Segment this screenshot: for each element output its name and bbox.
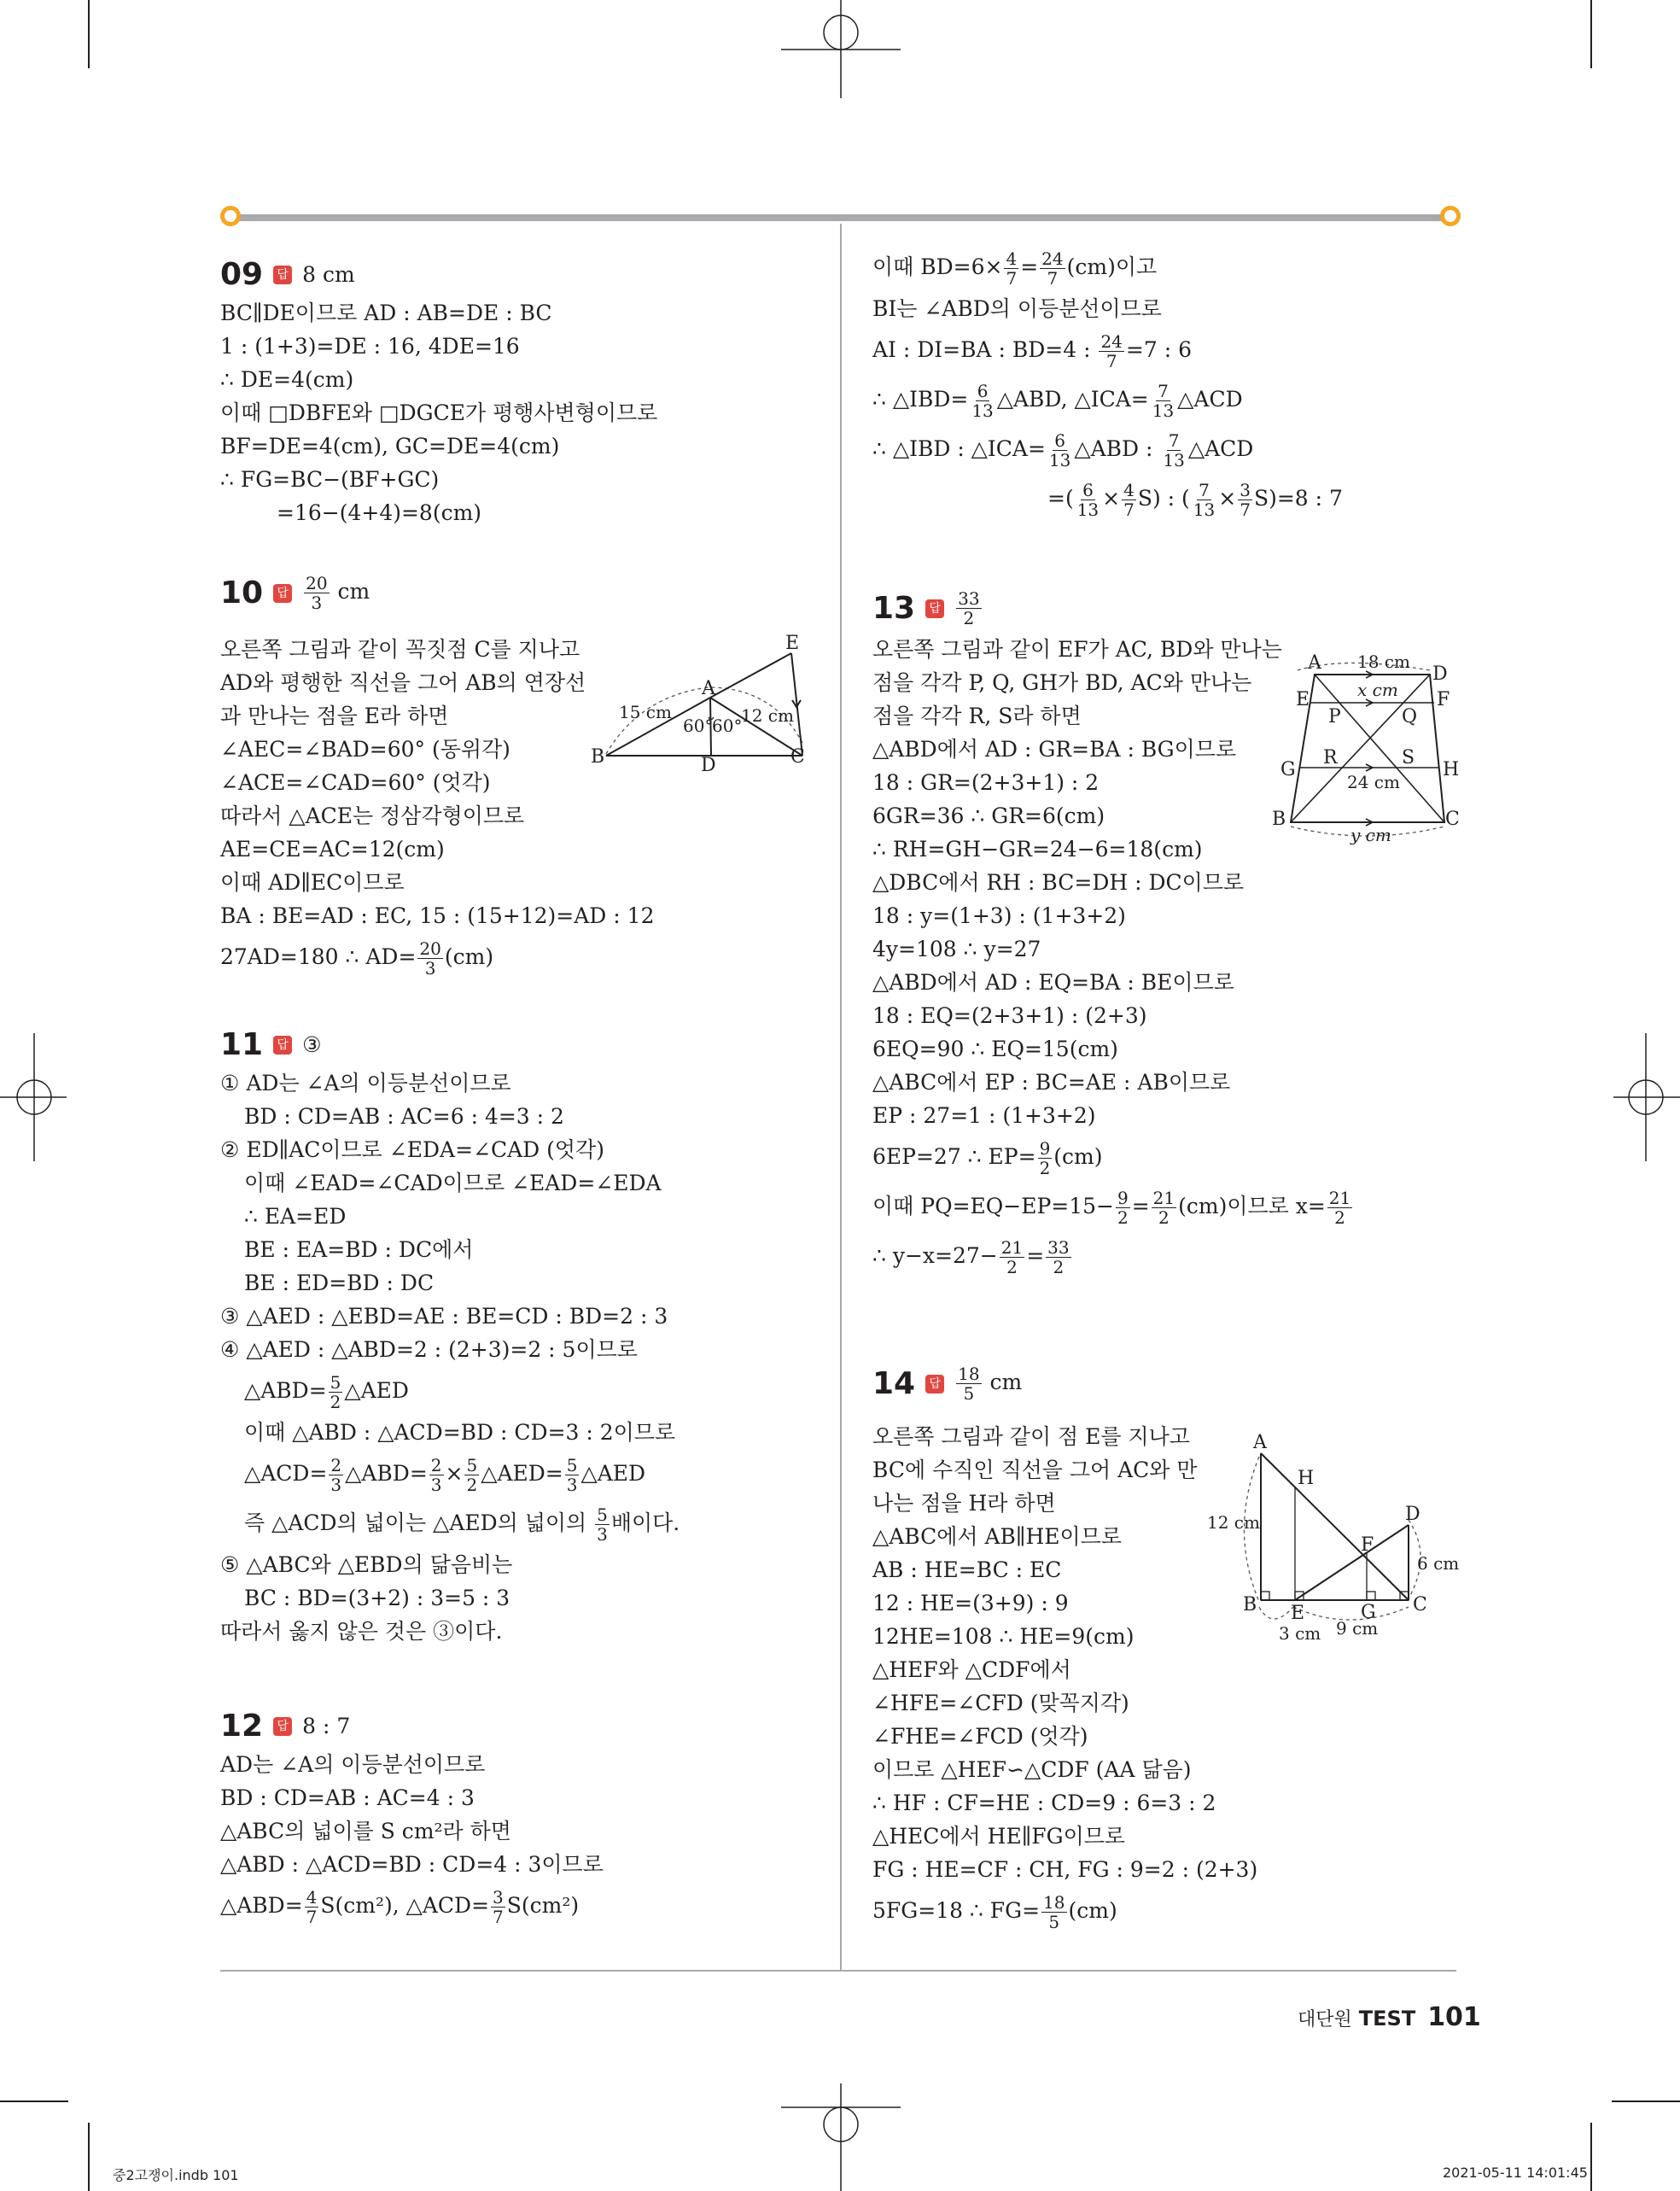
answer-badge: 답: [273, 584, 292, 603]
length-ec: 9 cm: [1336, 1618, 1379, 1639]
label-H: H: [1298, 1468, 1315, 1489]
figure-q14: [1204, 1428, 1460, 1646]
label-H: H: [1443, 759, 1460, 780]
solution-line: △ABD에서 AD : EQ=BA : BE이므로: [872, 970, 1234, 995]
length-be: 3 cm: [1279, 1623, 1321, 1644]
solution-line: 18 : GR=(2+3+1) : 2: [872, 770, 1100, 795]
answer-badge: 답: [925, 599, 944, 618]
solution-line: AI : DI=BA : BD=4 : $\frac{24}{7}$ =7 : 6: [872, 331, 1192, 371]
length-y: y cm: [1350, 825, 1391, 845]
solution-line: BI는 ∠ABD의 이등분선이므로: [872, 296, 1162, 321]
solution-line: 18 : EQ=(2+3+1) : (2+3): [872, 1003, 1147, 1028]
length-ab: 15 cm: [619, 702, 672, 722]
registration-mark: [1612, 1025, 1680, 1170]
label-E: E: [1291, 1603, 1305, 1624]
registration-mark: [773, 0, 909, 102]
solution-line: BD : CD=AB : AC=6 : 4=3 : 2: [244, 1104, 564, 1129]
solution-line: 오른쪽 그림과 같이 점 E를 지나고: [872, 1424, 1190, 1449]
solution-line: △ABD= $\frac{5}{2}$ △AED: [244, 1372, 409, 1412]
problem-number: 14: [872, 1366, 916, 1401]
solution-line: ∠FHE=∠FCD (엇각): [872, 1724, 1088, 1749]
solution-line: 오른쪽 그림과 같이 꼭짓점 C를 지나고: [220, 637, 580, 662]
solution-line: △ABD= $\frac{4}{7}$ S(cm²), △ACD= $\frac{3}{7}$ S(cm²): [220, 1887, 580, 1927]
label-G: G: [1361, 1602, 1376, 1623]
solution-line: EP : 27=1 : (1+3+2): [872, 1103, 1096, 1128]
label-D: D: [1432, 663, 1448, 685]
answer: $\frac{18}{5}$ cm: [958, 1364, 1023, 1404]
solution-line: ④ △AED : △ABD=2 : (2+3)=2 : 5이므로: [220, 1337, 638, 1362]
solution-line: ∠ACE=∠CAD=60° (엇각): [220, 770, 491, 795]
length-ac: 12 cm: [741, 705, 794, 726]
answer: 8 cm: [302, 262, 355, 287]
answer-badge: 답: [273, 1036, 292, 1055]
solution-line: 이때 PQ=EQ−EP=15− $\frac{9}{2}$ = $\frac{21}{2}$ (cm)이므로 x= $\frac{21}{2}$: [872, 1188, 1351, 1228]
registration-mark: [0, 1025, 68, 1170]
solution-line: BE : EA=BD : DC에서: [244, 1237, 474, 1262]
label-A: A: [1253, 1432, 1267, 1453]
solution-line: BD : CD=AB : AC=4 : 3: [220, 1785, 475, 1810]
crop-mark: [88, 0, 90, 68]
solution-line: BC∥DE이므로 AD : AB=DE : BC: [220, 301, 552, 325]
problem-number: 13: [872, 591, 916, 626]
solution-line: ∴ HF : CF=HE : CD=9 : 6=3 : 2: [872, 1791, 1216, 1815]
solution-line: △ACD= $\frac{2}{3}$ △ABD= $\frac{2}{3}$ × $\frac{5}{2}$ △AED= $\frac{5}{3}$ △AED: [244, 1455, 646, 1495]
solution-line: 점을 각각 P, Q, GH가 BD, AC와 만나는: [872, 670, 1252, 695]
problem-header: [220, 1028, 818, 1061]
crop-mark: [1590, 2123, 1592, 2191]
footer-label: 대단원: [1298, 2009, 1352, 2030]
label-C: C: [1413, 1594, 1427, 1615]
solution-line: ① AD는 ∠A의 이등분선이므로: [220, 1071, 511, 1096]
label-G: G: [1280, 759, 1296, 780]
solution-line: △ABD에서 AD : GR=BA : BG이므로: [872, 737, 1237, 762]
solution-line: 5FG=18 ∴ FG= $\frac{18}{5}$ (cm): [872, 1892, 1117, 1932]
length-top: 18 cm: [1357, 651, 1410, 672]
answer: 8 : 7: [302, 1714, 351, 1738]
solution-line: BA : BE=AD : EC, 15 : (15+12)=AD : 12: [220, 903, 655, 928]
solution-line: =16−(4+4)=8(cm): [277, 500, 482, 525]
label-B: B: [1243, 1594, 1257, 1615]
solution-line: △ABD : △ACD=BD : CD=4 : 3이므로: [220, 1852, 604, 1877]
problem-number: 10: [220, 576, 264, 611]
solution-line: 6EP=27 ∴ EP= $\frac{9}{2}$ (cm): [872, 1138, 1103, 1178]
solution-line: ∠AEC=∠BAD=60° (동위각): [220, 737, 510, 762]
solution-line: ∴ y−x=27− $\frac{21}{2}$ = $\frac{33}{2}$: [872, 1237, 1070, 1277]
label-F: F: [1437, 689, 1450, 710]
solution-line: 6GR=36 ∴ GR=6(cm): [872, 803, 1105, 828]
footer-test: TEST: [1358, 2007, 1416, 2030]
problem-header: [220, 574, 818, 612]
solution-line: 1 : (1+3)=DE : 16, 4DE=16: [220, 334, 520, 359]
print-slug-date: 2021-05-11 14:01:45: [1443, 2165, 1588, 2181]
problem-header: [872, 1364, 1453, 1403]
solution-line: ∴ △IBD= $\frac{6}{13}$ △ABD, △ICA= $\frac{7}{13}$ △ACD: [872, 381, 1243, 421]
header-rule: [230, 214, 1450, 221]
solution-line: 점을 각각 R, S라 하면: [872, 704, 1082, 728]
crop-mark: [88, 2123, 90, 2191]
answer-badge: 답: [925, 1375, 944, 1393]
solution-line: 이때 △ABD : △ACD=BD : CD=3 : 2이므로: [244, 1420, 676, 1445]
solution-line: 나는 점을 H라 하면: [872, 1491, 1056, 1516]
solution-line: 이므로 △HEF∽△CDF (AA 닮음): [872, 1757, 1192, 1782]
solution-line: BC에 수직인 직선을 그어 AC와 만: [872, 1458, 1198, 1482]
figure-q13: [1263, 651, 1468, 845]
solution-line: 과 만나는 점을 E라 하면: [220, 704, 449, 728]
problem-number: 11: [220, 1027, 264, 1062]
solution-line: △ABC에서 EP : BC=AE : AB이므로: [872, 1070, 1231, 1095]
solution-line: 이때 □DBFE와 □DGCE가 평행사변형이므로: [220, 400, 658, 425]
solution-line: 이때 BD=6× $\frac{4}{7}$ = $\frac{24}{7}$ (cm)이고: [872, 248, 1158, 289]
problem-header: [872, 589, 1453, 628]
answer-badge: 답: [273, 266, 292, 284]
solution-line: AB : HE=BC : EC: [872, 1557, 1062, 1582]
header-rule-dot-left: [220, 206, 241, 226]
solution-line: ⑤ △ABC와 △EBD의 닮음비는: [220, 1552, 513, 1577]
registration-mark: [773, 2083, 909, 2191]
label-S: S: [1402, 747, 1415, 768]
solution-line: 이때 AD∥EC이므로: [220, 870, 405, 895]
crop-mark: [1590, 0, 1592, 68]
label-C: C: [790, 746, 805, 768]
solution-line: 이때 ∠EAD=∠CAD이므로 ∠EAD=∠EDA: [244, 1171, 662, 1195]
answer-badge: 답: [273, 1717, 292, 1736]
solution-line: △ABC의 넓이를 S cm²라 하면: [220, 1819, 511, 1843]
solution-line: BE : ED=BD : DC: [244, 1271, 435, 1295]
problem-number: 12: [220, 1709, 264, 1744]
solution-line: 12 : HE=(3+9) : 9: [872, 1591, 1069, 1615]
solution-line: ∴ DE=4(cm): [220, 367, 354, 392]
label-B: B: [591, 746, 605, 768]
problem-number: 09: [220, 257, 264, 292]
length-x: x cm: [1357, 680, 1398, 700]
label-E: E: [1296, 689, 1310, 710]
solution-line: ∴ △IBD : △ICA= $\frac{6}{13}$ △ABD : $\frac{7}{13}$ △ACD: [872, 430, 1254, 470]
solution-line: 12HE=108 ∴ HE=9(cm): [872, 1624, 1135, 1649]
solution-line: △HEF와 △CDF에서: [872, 1657, 1071, 1682]
angle-2: 60°: [712, 716, 743, 736]
label-C: C: [1445, 809, 1460, 830]
solution-line: 27AD=180 ∴ AD= $\frac{20}{3}$ (cm): [220, 938, 494, 979]
problem-12: [220, 1709, 818, 1931]
label-A: A: [1308, 652, 1321, 674]
answer: $\frac{20}{3}$ cm: [306, 573, 370, 613]
solution-line: BF=DE=4(cm), GC=DE=4(cm): [220, 434, 560, 459]
solution-line: △ABC에서 AB∥HE이므로: [872, 1524, 1122, 1549]
solution-line: ③ △AED : △EBD=AE : BE=CD : BD=2 : 3: [220, 1304, 668, 1329]
label-R: R: [1323, 747, 1338, 768]
label-A: A: [702, 678, 715, 699]
label-B: B: [1272, 809, 1286, 830]
answer: $\frac{33}{2}$: [958, 588, 980, 628]
solution-line: ② ED∥AC이므로 ∠EDA=∠CAD (엇각): [220, 1137, 604, 1162]
column-divider: [840, 224, 842, 1970]
solution-line: △HEC에서 HE∥FG이므로: [872, 1824, 1126, 1849]
solution-line: 따라서 △ACE는 정삼각형이므로: [220, 803, 525, 828]
solution-line: △DBC에서 RH : BC=DH : DC이므로: [872, 870, 1245, 895]
length-mid: 24 cm: [1347, 772, 1400, 792]
crop-mark: [0, 2100, 68, 2102]
solution-line: 오른쪽 그림과 같이 EF가 AC, BD와 만나는: [872, 637, 1282, 662]
problem-12-continued: [872, 242, 1453, 523]
label-Q: Q: [1402, 706, 1418, 727]
page-number: 101: [1427, 2002, 1481, 2032]
header-rule-dot-right: [1440, 206, 1461, 226]
solution-line: 4y=108 ∴ y=27: [872, 937, 1041, 961]
solution-line: ∠HFE=∠CFD (맞꼭지각): [872, 1691, 1129, 1715]
answer: ③: [302, 1032, 322, 1057]
solution-line: 따라서 옳지 않은 것은 ③이다.: [220, 1619, 503, 1644]
bottom-rule: [220, 1970, 1456, 1972]
label-E: E: [785, 633, 800, 654]
label-F: F: [1361, 1534, 1374, 1556]
print-slug-file: 중2고쟁이.indb 101: [113, 2167, 239, 2183]
length-cd: 6 cm: [1417, 1553, 1460, 1574]
solution-line: 6EQ=90 ∴ EQ=15(cm): [872, 1037, 1118, 1061]
solution-line: BC : BD=(3+2) : 3=5 : 3: [244, 1586, 510, 1610]
solution-line: AD는 ∠A의 이등분선이므로: [220, 1752, 486, 1777]
label-D: D: [701, 755, 716, 776]
problem-header: [220, 1709, 818, 1743]
problem-11: [220, 1028, 818, 1648]
problem-09: [220, 258, 818, 529]
solution-line: AE=CE=AC=12(cm): [220, 837, 445, 862]
solution-line: =( $\frac{6}{13}$ × $\frac{4}{7}$ S) : ( $\frac{7}{13}$ × $\frac{3}{7}$ S)=8 : 7: [1047, 480, 1343, 520]
solution-line: ∴ FG=BC−(BF+GC): [220, 467, 440, 492]
solution-line: 18 : y=(1+3) : (1+3+2): [872, 903, 1126, 928]
solution-line: AD와 평행한 직선을 그어 AB의 연장선: [220, 670, 586, 695]
label-D: D: [1405, 1504, 1420, 1525]
figure-q10: [589, 633, 820, 776]
page-footer: [1298, 2002, 1481, 2032]
angle-1: 60°: [683, 716, 714, 736]
solution-line: FG : HE=CF : CH, FG : 9=2 : (2+3): [872, 1857, 1258, 1882]
label-P: P: [1328, 706, 1341, 727]
solution-line: 즉 △ACD의 넓이는 △AED의 넓이의 $\frac{5}{3}$ 배이다.: [244, 1504, 680, 1545]
length-ab: 12 cm: [1207, 1512, 1260, 1533]
solution-line: ∴ EA=ED: [244, 1204, 347, 1229]
crop-mark: [1612, 2100, 1680, 2102]
problem-header: [220, 258, 818, 291]
problem-10: [220, 574, 818, 982]
solution-line: ∴ RH=GH−GR=24−6=18(cm): [872, 837, 1203, 862]
